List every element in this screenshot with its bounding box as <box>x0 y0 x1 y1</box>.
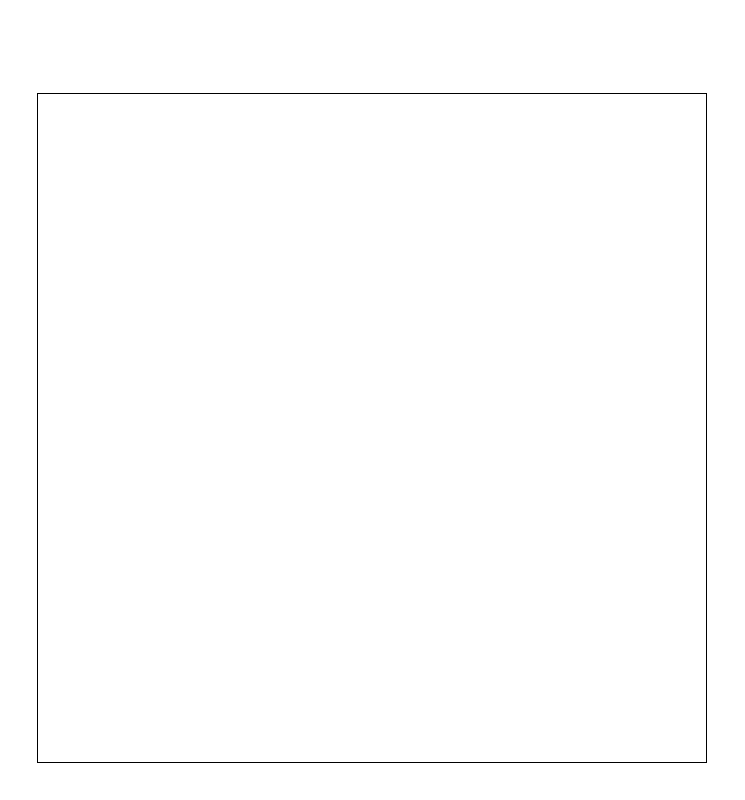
bingo-header <box>37 38 707 94</box>
bingo-board <box>37 93 707 763</box>
